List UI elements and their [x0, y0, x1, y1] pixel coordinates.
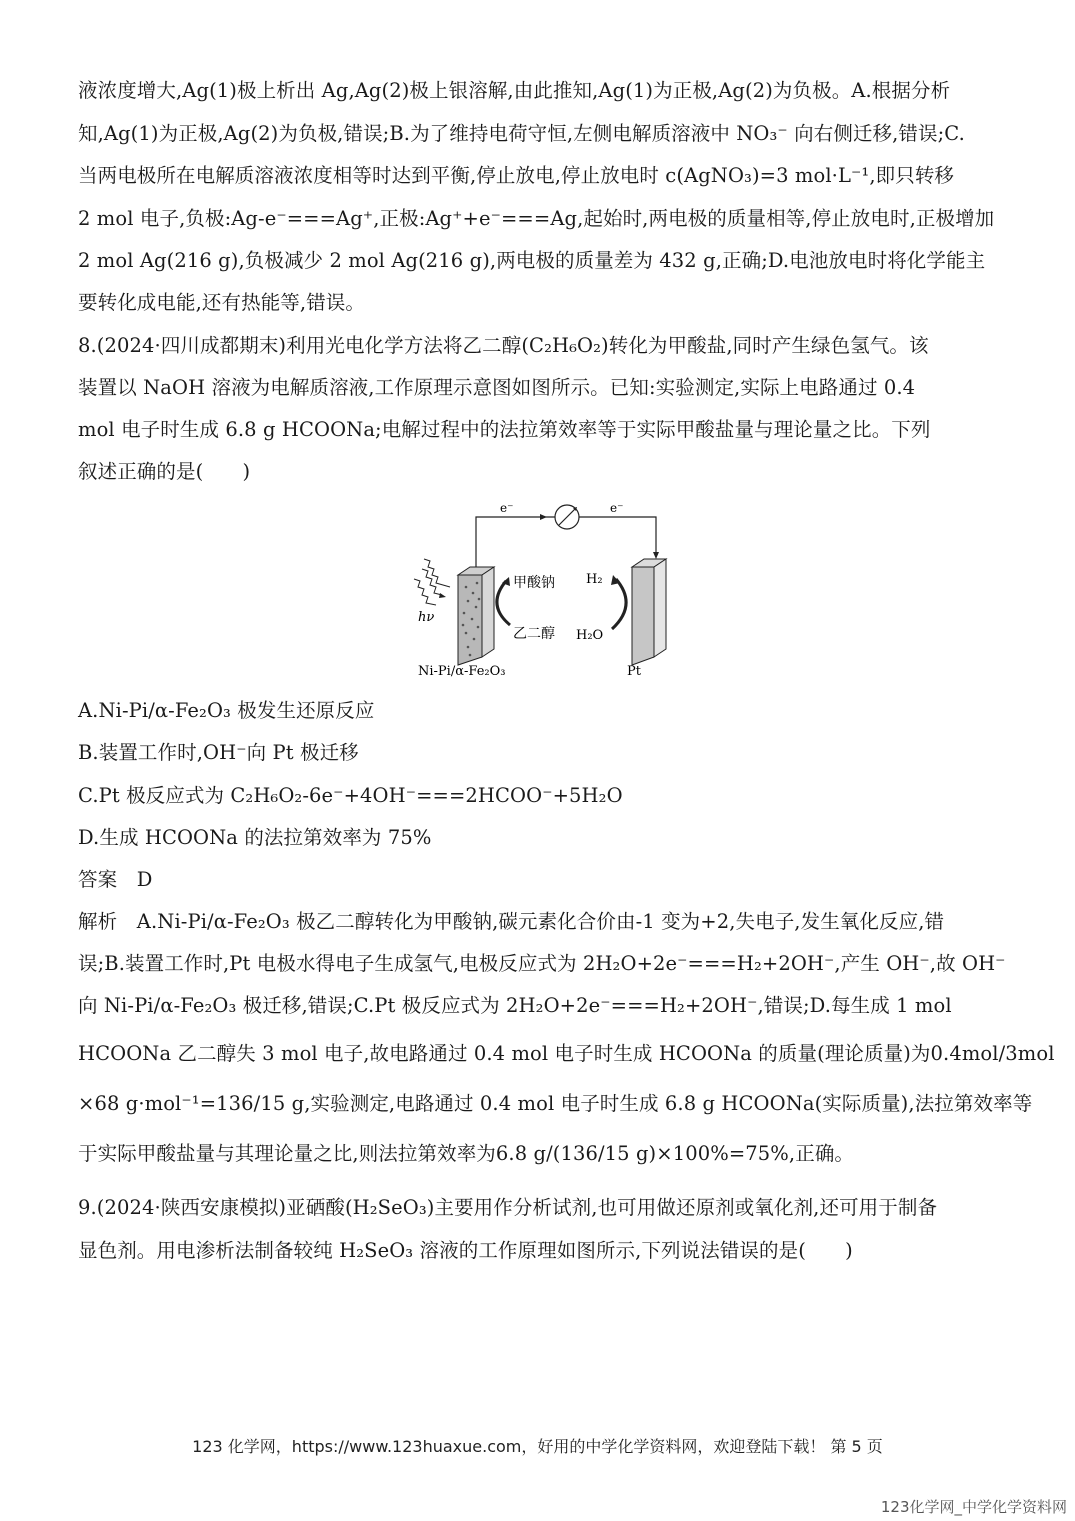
analysis-line: 向 Ni-Pi/α-Fe₂O₃ 极迁移,错误;C.Pt 极反应式为 2H₂O+2e⁻===H₂+2OH⁻,错误;D.每生成 1 mol: [78, 994, 952, 1017]
light-label: hν: [418, 610, 435, 625]
option-b: B.装置工作时,OH⁻向 Pt 极迁移: [78, 741, 359, 764]
page-footer: 123 化学网，https://www.123huaxue.com，好用的中学化学资料网，欢迎登陆下载！ 第 5 页: [192, 1437, 883, 1456]
electron-label: e⁻: [610, 501, 624, 515]
text-line: 2 mol 电子,负极:Ag-e⁻===Ag⁺,正极:Ag⁺+e⁻===Ag,起始时,两电极的质量相等,停止放电时,正极增加: [78, 207, 995, 230]
analysis-line: HCOONa 乙二醇失 3 mol 电子,故电路通过 0.4 mol 电子时生成 HCOONa 的质量(理论质量)为0.4mol/3mol: [78, 1042, 1055, 1065]
option-d: D.生成 HCOONa 的法拉第效率为 75%: [78, 826, 432, 849]
analysis-line: 解析 A.Ni-Pi/α-Fe₂O₃ 极乙二醇转化为甲酸钠,碳元素化合价由-1 变为+2,失电子,发生氧化反应,错: [78, 910, 945, 933]
h2-label: H₂: [586, 572, 603, 587]
reactant-label: 乙二醇: [513, 626, 555, 642]
question-8-stem: mol 电子时生成 6.8 g HCOONa;电解过程中的法拉第效率等于实际甲酸盐量与理论量之比。下列: [78, 418, 931, 441]
option-a: A.Ni-Pi/α-Fe₂O₃ 极发生还原反应: [78, 699, 375, 722]
question-9-stem: 9.(2024·陕西安康模拟)亚硒酸(H₂SeO₃)主要用作分析试剂,也可用做还原剂或氧化剂,还可用于制备: [78, 1196, 938, 1219]
electrolysis-diagram: [410, 497, 690, 687]
analysis-line: 于实际甲酸盐量与其理论量之比,则法拉第效率为6.8 g/(136/15 g)×100%=75%,正确。: [78, 1142, 855, 1165]
watermark: 123化学网_中学化学资料网: [880, 1498, 1067, 1516]
question-8-stem: 8.(2024·四川成都期末)利用光电化学方法将乙二醇(C₂H₆O₂)转化为甲酸盐,同时产生绿色氢气。该: [78, 334, 929, 357]
option-c: C.Pt 极反应式为 C₂H₆O₂-6e⁻+4OH⁻===2HCOO⁻+5H₂O: [78, 784, 623, 807]
h2o-label: H₂O: [576, 628, 604, 643]
text-line: 当两电极所在电解质溶液浓度相等时达到平衡,停止放电,停止放电时 c(AgNO₃)=3 mol·L⁻¹,即只转移: [78, 164, 955, 187]
text-line: 知,Ag(1)为正极,Ag(2)为负极,错误;B.为了维持电荷守恒,左侧电解质溶液中 NO₃⁻ 向右侧迁移,错误;C.: [78, 122, 965, 145]
question-8-stem: 叙述正确的是( ): [78, 460, 251, 483]
answer: 答案 D: [78, 868, 153, 891]
text-line: 液浓度增大,Ag(1)极上析出 Ag,Ag(2)极上银溶解,由此推知,Ag(1)为正极,Ag(2)为负极。A.根据分析: [78, 79, 951, 102]
product-label: 甲酸钠: [513, 575, 555, 591]
left-electrode-label: Ni-Pi/α-Fe₂O₃: [418, 664, 506, 679]
right-electrode-label: Pt: [627, 664, 641, 679]
electron-label: e⁻: [500, 501, 514, 515]
analysis-line: 误;B.装置工作时,Pt 电极水得电子生成氢气,电极反应式为 2H₂O+2e⁻===H₂+2OH⁻,产生 OH⁻,故 OH⁻: [78, 952, 1006, 975]
question-8-stem: 装置以 NaOH 溶液为电解质溶液,工作原理示意图如图所示。已知:实验测定,实际上电路通过 0.4: [78, 376, 916, 399]
text-line: 2 mol Ag(216 g),负极减少 2 mol Ag(216 g),两电极的质量差为 432 g,正确;D.电池放电时将化学能主: [78, 249, 986, 272]
text-line: 要转化成电能,还有热能等,错误。: [78, 291, 365, 314]
analysis-line: ×68 g·mol⁻¹=136/15 g,实验测定,电路通过 0.4 mol 电子时生成 6.8 g HCOONa(实际质量),法拉第效率等: [78, 1092, 1033, 1115]
question-9-stem: 显色剂。用电渗析法制备较纯 H₂SeO₃ 溶液的工作原理如图所示,下列说法错误的是( ): [78, 1239, 853, 1262]
